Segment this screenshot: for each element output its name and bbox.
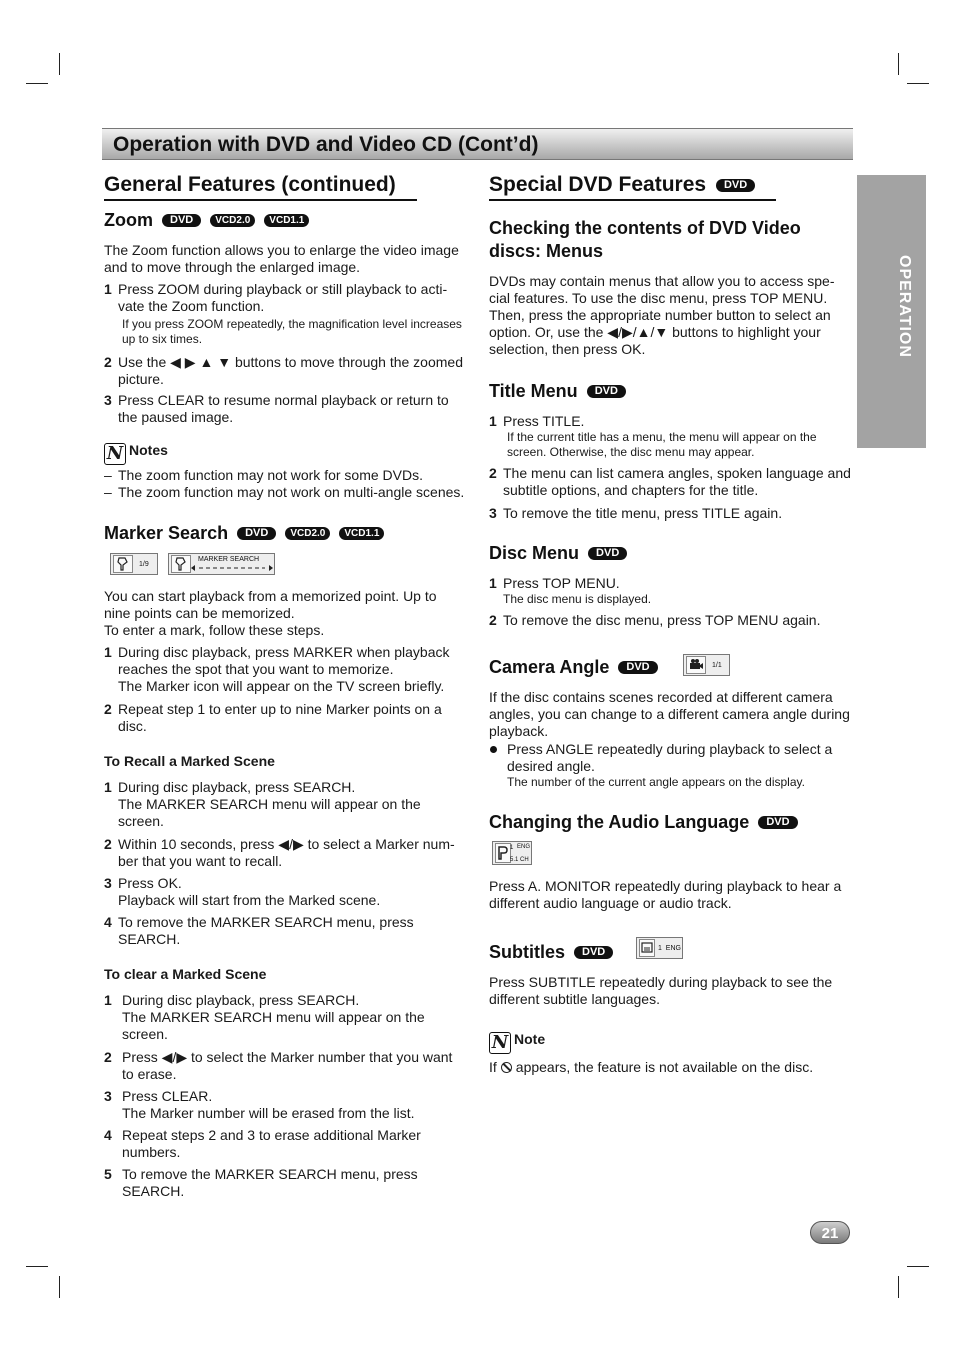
- step-extra: The MARKER SEARCH menu will appear on the screen.: [122, 1009, 425, 1042]
- crop-mark: [59, 1276, 60, 1298]
- step-text: Press TOP MENU.: [503, 575, 620, 591]
- audio-language-text: Press A. MONITOR repeatedly during playback to hear a different audio language or audio track.: [489, 878, 842, 911]
- camera-angle-osd-value: 1/1: [712, 662, 722, 669]
- dvd-badge: DVD: [587, 385, 626, 398]
- left-column-title: General Features (continued): [104, 172, 417, 201]
- dvd-badge: DVD: [574, 946, 613, 959]
- note-item: [104, 484, 466, 501]
- step-text: Press ZOOM during playback or still playback to acti- vate the Zoom function.: [118, 281, 448, 314]
- step-text: To remove the title menu, press TITLE again.: [503, 505, 783, 521]
- step-text: During disc playback, press SEARCH.: [122, 992, 360, 1008]
- step-number: 1: [104, 992, 112, 1008]
- side-tab: [857, 175, 926, 448]
- note-icon: N: [489, 1032, 511, 1054]
- vcd20-badge: VCD2.0: [210, 214, 255, 227]
- zoom-intro: The Zoom function allows you to enlarge the video image and to move through the enlarged image.: [104, 242, 459, 275]
- step-text: Press CLEAR to resume normal playback or return to the paused image.: [118, 392, 449, 425]
- subtitles-text: Press SUBTITLE repeatedly during playback to see the different subtitle languages.: [489, 974, 833, 1007]
- clear-step-5: [104, 1166, 466, 1200]
- step-text: Press CLEAR.: [122, 1088, 213, 1104]
- marker-icon: [113, 555, 133, 573]
- side-tab-label: OPERATION: [896, 255, 913, 358]
- vcd11-badge: VCD1.1: [339, 527, 384, 540]
- audio-language-heading-text: Changing the Audio Language: [489, 812, 750, 832]
- camera-angle-text: If the disc contains scenes recorded at different camera angles, you can change to a different camera angle during playback.: [489, 689, 850, 739]
- recall-heading: To Recall a Marked Scene: [104, 753, 275, 769]
- marker-step-1: [104, 644, 466, 695]
- zoom-step-3: [104, 392, 466, 426]
- marker-step-2: [104, 701, 466, 735]
- dvd-badge: DVD: [237, 527, 276, 540]
- step-text: To remove the MARKER SEARCH menu, press SEARCH.: [122, 1166, 418, 1199]
- title-menu-step-3: [489, 505, 851, 522]
- subtitle-icon: [639, 939, 655, 957]
- crop-mark: [26, 1266, 48, 1267]
- camera-angle-heading-text: Camera Angle: [489, 657, 610, 677]
- notes-label: [104, 442, 168, 465]
- step-number: 3: [104, 1088, 112, 1104]
- note-text: The zoom function may not work on multi-angle scenes.: [118, 484, 465, 500]
- subtitles-heading-text: Subtitles: [489, 942, 566, 962]
- step-number: 4: [104, 1127, 112, 1143]
- audio-icon: [495, 843, 514, 863]
- subtitles-osd-value: 1 ENG: [658, 945, 681, 952]
- step-subtext: The disc menu is displayed.: [503, 592, 652, 606]
- marker-slots-icon: [191, 564, 273, 572]
- crop-mark: [907, 1266, 929, 1267]
- step-text: To remove the MARKER SEARCH menu, press SEARCH.: [118, 914, 414, 947]
- step-number: 1: [489, 575, 497, 591]
- vcd20-badge: VCD2.0: [285, 527, 330, 540]
- title-menu-step-1: [489, 413, 851, 460]
- camera-angle-heading: [489, 656, 658, 678]
- marker-osd: [110, 553, 158, 575]
- crop-mark: [898, 53, 899, 75]
- subtitles-heading: [489, 941, 613, 963]
- crop-mark: [26, 83, 48, 84]
- camera-icon: [686, 656, 706, 674]
- step-number: 2: [104, 836, 112, 852]
- step-number: 3: [489, 505, 497, 521]
- step-text: Use the ◀ ▶ ▲ ▼ buttons to move through the zoomed picture.: [118, 354, 463, 387]
- recall-step-4: [104, 914, 466, 948]
- step-number: 3: [104, 875, 112, 891]
- bullet-text: Press ANGLE repeatedly during playback to select a desired angle.: [507, 741, 833, 774]
- dash-icon: –: [104, 467, 112, 483]
- recall-step-2: [104, 836, 466, 870]
- clear-step-3: [104, 1088, 466, 1122]
- marker-intro: You can start playback from a memorized point. Up to nine points can be memorized.: [104, 588, 437, 621]
- note-text: The zoom function may not work for some DVDs.: [118, 467, 423, 483]
- clear-step-1: [104, 992, 466, 1043]
- note-label: [489, 1031, 545, 1054]
- marker-search-icon: [171, 555, 191, 573]
- right-column-title: [489, 172, 776, 201]
- step-subtext: If the current title has a menu, the menu will appear on the screen. Otherwise, the disc menu may appear.: [507, 430, 817, 459]
- step-number: 1: [489, 413, 497, 429]
- step-extra: The Marker icon will appear on the TV screen briefly.: [118, 678, 445, 694]
- clear-step-2: [104, 1049, 466, 1083]
- disc-menu-step-2: [489, 612, 851, 629]
- step-text: Press TITLE.: [503, 413, 585, 429]
- clear-heading: To clear a Marked Scene: [104, 966, 267, 982]
- step-number: 3: [104, 392, 112, 408]
- zoom-heading: [104, 209, 309, 231]
- audio-osd: [492, 841, 532, 865]
- step-number: 5: [104, 1166, 112, 1182]
- dash-icon: –: [104, 484, 112, 500]
- step-text: Press ◀/▶ to select the Marker number that you want to erase.: [122, 1049, 453, 1082]
- camera-angle-osd: [683, 654, 730, 676]
- note-text-after: appears, the feature is not available on the disc.: [515, 1059, 814, 1075]
- title-menu-heading: [489, 380, 626, 402]
- step-number: 2: [489, 612, 497, 628]
- bullet-subtext: The number of the current angle appears on the display.: [507, 775, 805, 789]
- step-text: Repeat step 1 to enter up to nine Marker points on a disc.: [118, 701, 442, 734]
- step-extra: The MARKER SEARCH menu will appear on the screen.: [118, 796, 421, 829]
- audio-language-heading: [489, 811, 798, 833]
- step-number: 1: [104, 644, 112, 660]
- disc-menu-step-1: [489, 575, 851, 607]
- step-subtext: If you press ZOOM repeatedly, the magnification level increases up to six times.: [122, 317, 462, 346]
- marker-count: 1/9: [139, 561, 149, 568]
- step-number: 4: [104, 914, 112, 930]
- title-menu-heading-text: Title Menu: [489, 381, 578, 401]
- disc-menu-heading: [489, 542, 627, 564]
- page-title: Operation with DVD and Video CD (Cont’d): [113, 133, 539, 156]
- section-header-bar: [102, 128, 853, 160]
- title-menu-step-2: [489, 465, 851, 499]
- crop-mark: [59, 53, 60, 75]
- marker-search-heading: [104, 522, 384, 544]
- checking-text: DVDs may contain menus that allow you to access spe- cial features. To use the disc menu, press TOP MENU. Then, press the appropriate number button to select an option. Or, use the ◀/▶/▲/▼ buttons to highlight your selection, then press OK.: [489, 273, 835, 357]
- marker-search-heading-text: Marker Search: [104, 523, 229, 543]
- note-label-text: Note: [514, 1031, 546, 1047]
- prohibited-icon: [501, 1062, 512, 1073]
- subtitles-osd: [636, 937, 683, 959]
- vcd11-badge: VCD1.1: [264, 214, 309, 227]
- note-icon: N: [104, 443, 126, 465]
- audio-osd-language: ENG: [517, 844, 531, 850]
- crop-mark: [907, 83, 929, 84]
- recall-step-3: [104, 875, 466, 909]
- step-number: 1: [104, 281, 112, 297]
- dvd-badge: DVD: [162, 214, 201, 227]
- disc-menu-heading-text: Disc Menu: [489, 543, 580, 563]
- step-text: The menu can list camera angles, spoken language and subtitle options, and chapters for the title.: [503, 465, 851, 498]
- zoom-step-2: [104, 354, 466, 388]
- dvd-badge: DVD: [588, 547, 627, 560]
- step-extra: The Marker number will be erased from the list.: [122, 1105, 415, 1121]
- step-number: 2: [104, 701, 112, 717]
- zoom-heading-text: Zoom: [104, 210, 153, 230]
- marker-intro-2: To enter a mark, follow these steps.: [104, 622, 325, 638]
- step-text: During disc playback, press MARKER when playback reaches the spot that you want to memorize.: [118, 644, 450, 677]
- audio-osd-channels: 5.1 CH: [510, 857, 529, 863]
- note-item: [104, 467, 466, 484]
- checking-heading: Checking the contents of DVD Video discs: Menus: [489, 218, 801, 261]
- right-column-title-text: Special DVD Features: [489, 173, 707, 196]
- step-extra: Playback will start from the Marked scene.: [118, 892, 381, 908]
- marker-search-osd-title: MARKER SEARCH: [198, 556, 260, 563]
- step-text: Within 10 seconds, press ◀/▶ to select a Marker num- ber that you want to recall.: [118, 836, 455, 869]
- marker-search-osd: [168, 553, 275, 575]
- step-number: 2: [104, 1049, 112, 1065]
- recall-step-1: [104, 779, 466, 830]
- zoom-step-1: [104, 281, 466, 347]
- step-text: Repeat steps 2 and 3 to erase additional Marker numbers.: [122, 1127, 421, 1160]
- step-number: 2: [104, 354, 112, 370]
- crop-mark: [898, 1276, 899, 1298]
- camera-angle-bullet: [489, 741, 851, 790]
- bullet-icon: [490, 746, 497, 753]
- page-number: 21: [810, 1221, 850, 1244]
- step-text: During disc playback, press SEARCH.: [118, 779, 356, 795]
- step-text: To remove the disc menu, press TOP MENU again.: [503, 612, 821, 628]
- dvd-badge: DVD: [758, 816, 797, 829]
- dvd-badge: DVD: [618, 661, 657, 674]
- note-text: [489, 1059, 851, 1076]
- step-number: 2: [489, 465, 497, 481]
- step-text: Press OK.: [118, 875, 182, 891]
- audio-osd-number: 1: [510, 845, 514, 851]
- clear-step-4: [104, 1127, 466, 1161]
- step-number: 1: [104, 779, 112, 795]
- note-text-before: If: [489, 1059, 497, 1075]
- notes-label-text: Notes: [129, 442, 168, 458]
- dvd-badge: DVD: [716, 179, 755, 192]
